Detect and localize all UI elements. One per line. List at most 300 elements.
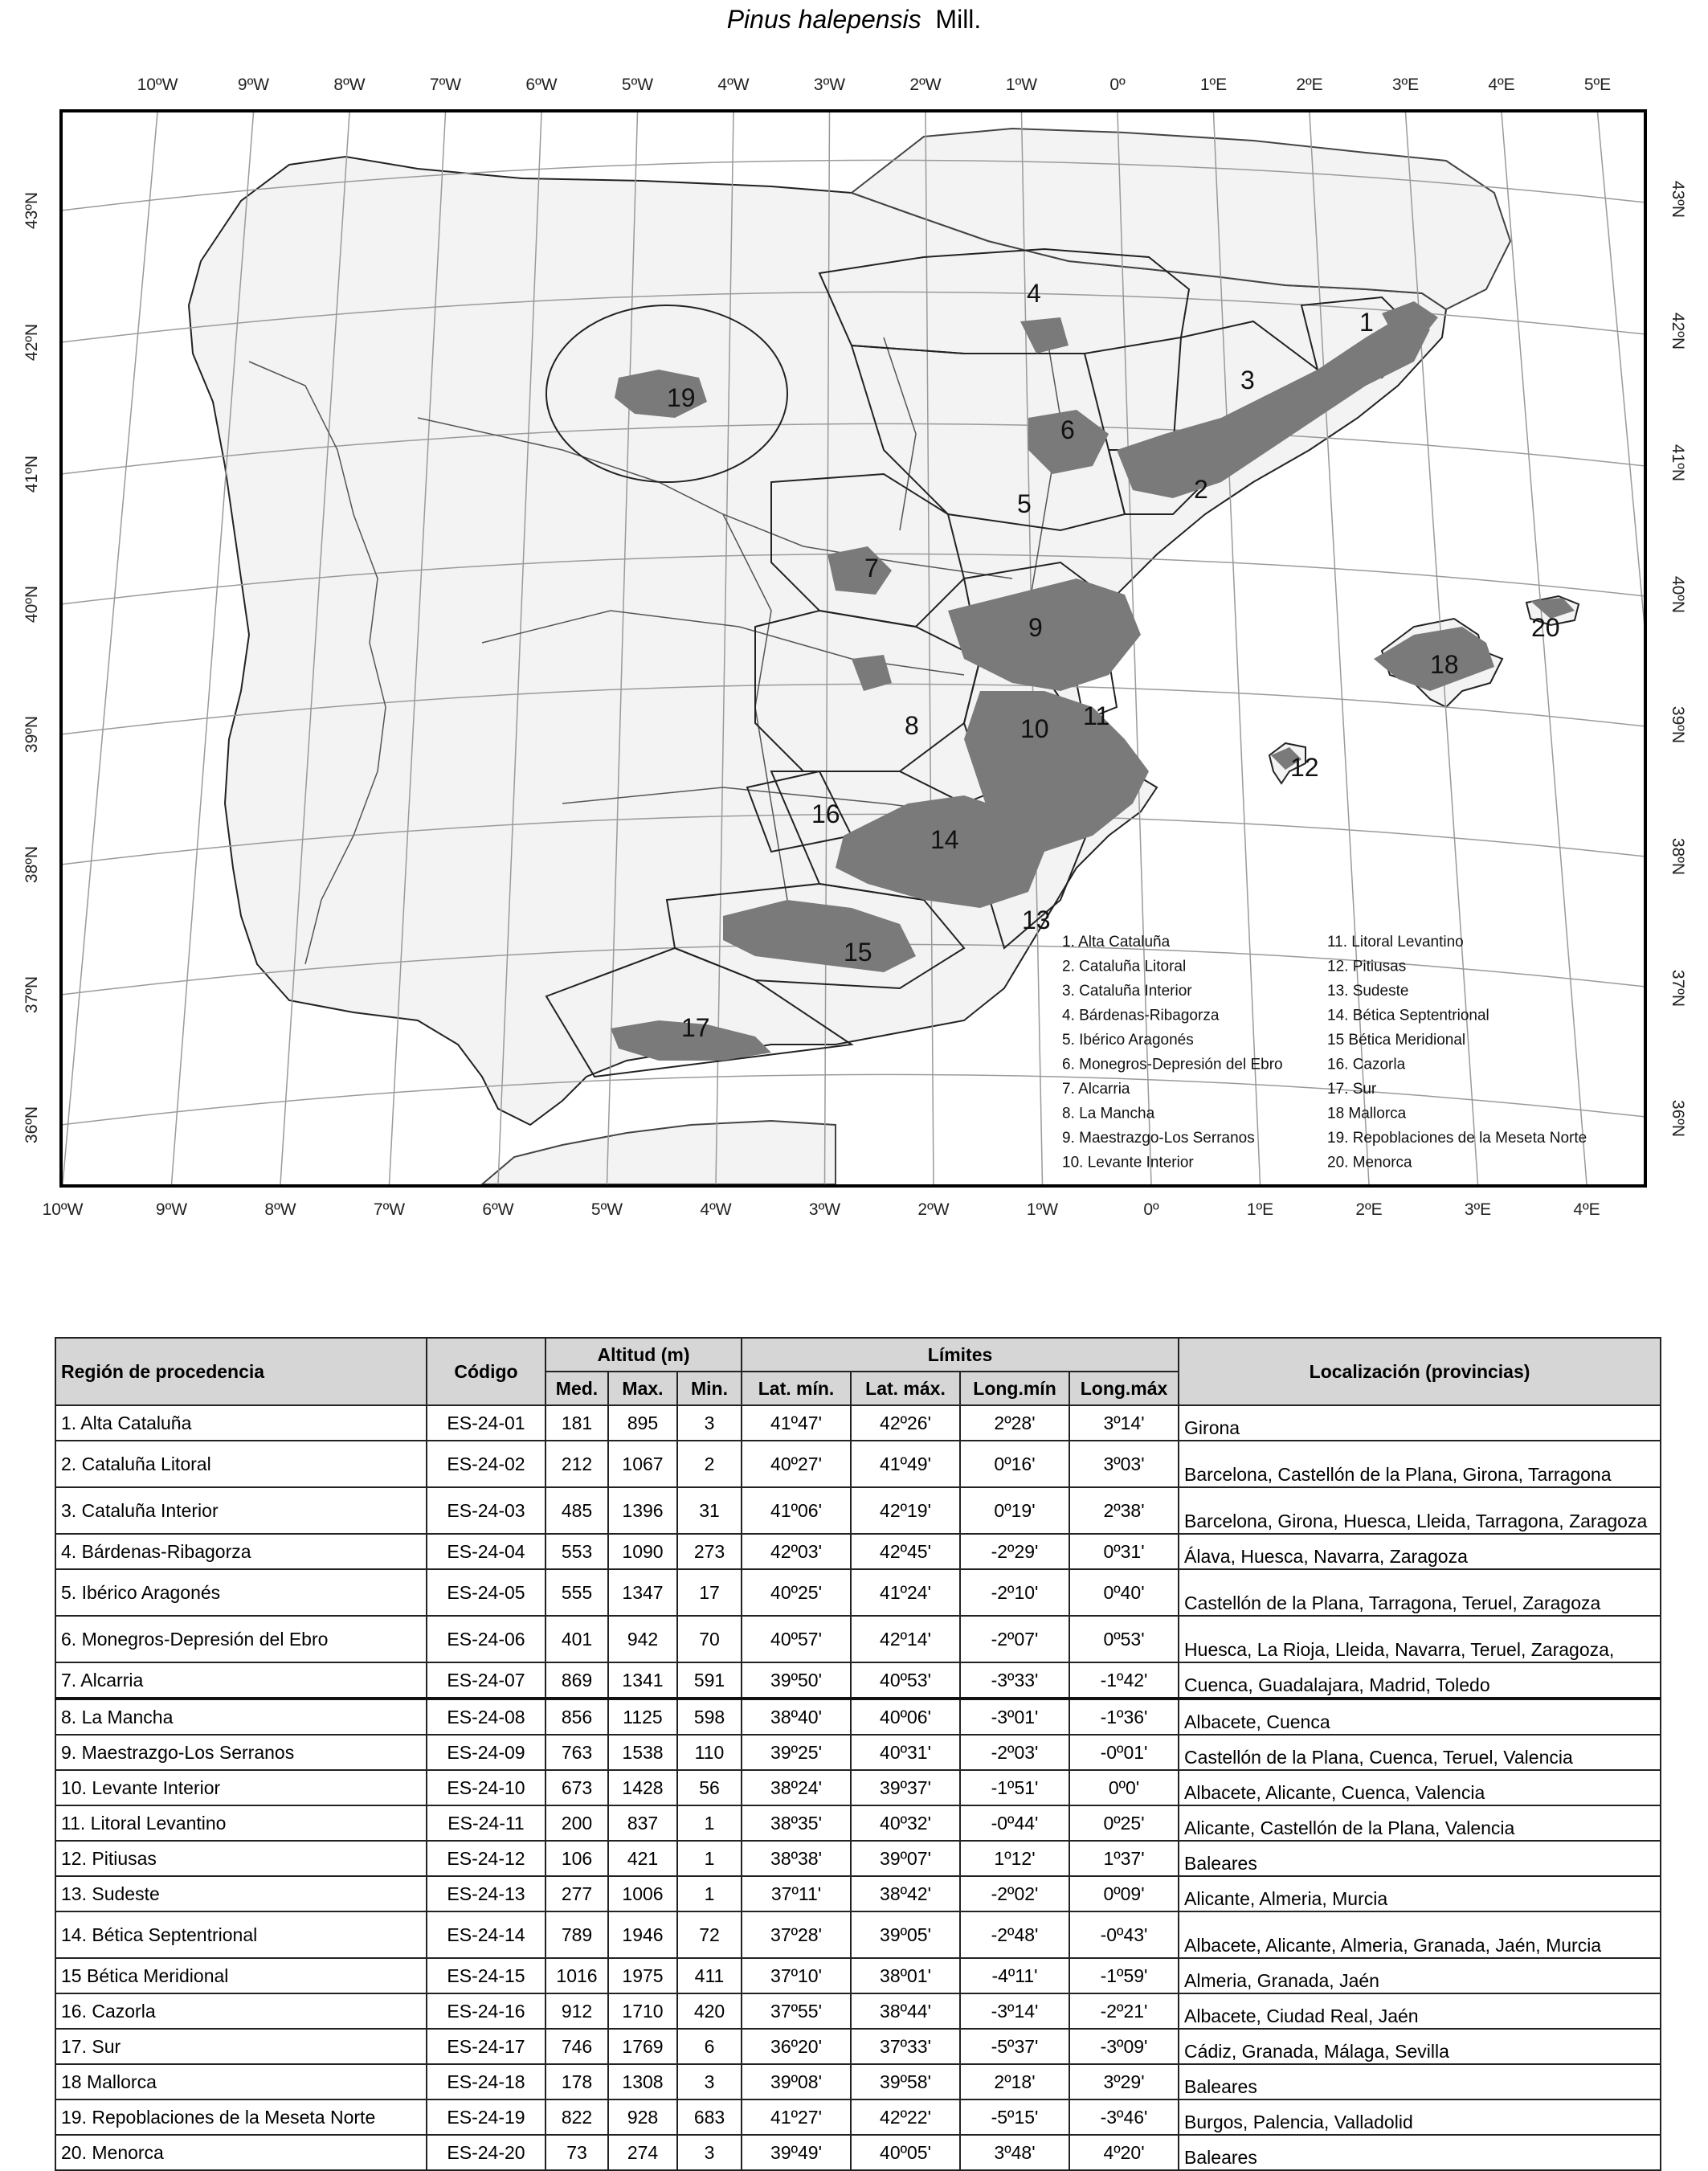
header-location: Localización (provincias)	[1179, 1338, 1661, 1405]
cell-altitude-max: 837	[608, 1805, 677, 1841]
legend-item: 14. Bética Septentrional	[1327, 1007, 1489, 1024]
table-row	[55, 2099, 1661, 2135]
cell-location: Baleares	[1179, 2064, 1661, 2099]
cell-location: Almeria, Granada, Jaén	[1179, 1958, 1661, 1993]
cell-location: Cádiz, Granada, Málaga, Sevilla	[1179, 2029, 1661, 2064]
cell-lat-max: 39º58'	[851, 2064, 960, 2099]
header-altitude: Altitud (m)	[545, 1338, 742, 1372]
cell-lat-min: 39º25'	[742, 1735, 851, 1770]
cell-long-max: 0º40'	[1069, 1569, 1179, 1616]
top-longitude-tick: 4ºW	[717, 76, 750, 94]
cell-region: 10. Levante Interior	[55, 1770, 427, 1805]
region-label-5: 5	[1017, 489, 1032, 518]
cell-altitude-max: 1308	[608, 2064, 677, 2099]
cell-location: Albacete, Alicante, Cuenca, Valencia	[1179, 1770, 1661, 1805]
table-row	[55, 1993, 1661, 2029]
bottom-longitude-tick: 7ºW	[373, 1200, 406, 1219]
region-label-6: 6	[1060, 415, 1075, 444]
bottom-longitude-tick: 0º	[1143, 1200, 1159, 1219]
cell-long-min: -2º02'	[960, 1876, 1069, 1911]
cell-altitude-med: 869	[545, 1662, 608, 1699]
cell-lat-max: 41º24'	[851, 1569, 960, 1616]
cell-altitude-med: 401	[545, 1616, 608, 1662]
cell-altitude-max: 1946	[608, 1911, 677, 1958]
cell-code: ES-24-13	[427, 1876, 545, 1911]
region-label-8: 8	[905, 711, 919, 740]
right-latitude-ticks	[1669, 181, 1687, 1137]
cell-altitude-med: 106	[545, 1841, 608, 1876]
top-longitude-tick: 8ºW	[333, 76, 366, 94]
top-longitude-tick: 0º	[1109, 76, 1126, 94]
cell-region: 14. Bética Septentrional	[55, 1911, 427, 1958]
cell-altitude-max: 1769	[608, 2029, 677, 2064]
cell-altitude-med: 178	[545, 2064, 608, 2099]
cell-location: Girona	[1179, 1405, 1661, 1441]
cell-region: 12. Pitiusas	[55, 1841, 427, 1876]
cell-lat-min: 37º28'	[742, 1911, 851, 1958]
header-lat-min: Lat. mín.	[742, 1372, 851, 1405]
cell-altitude-min: 6	[677, 2029, 742, 2064]
cell-long-max: -1º42'	[1069, 1662, 1179, 1699]
cell-lat-min: 36º20'	[742, 2029, 851, 2064]
cell-region: 16. Cazorla	[55, 1993, 427, 2029]
top-longitude-tick: 5ºE	[1583, 76, 1612, 94]
cell-long-max: 0º0'	[1069, 1770, 1179, 1805]
legend-item: 15 Bética Meridional	[1327, 1032, 1466, 1049]
table-row	[55, 1958, 1661, 1993]
cell-altitude-med: 856	[545, 1699, 608, 1735]
right-latitude-tick: 43ºN	[1669, 180, 1687, 219]
legend-item: 20. Menorca	[1327, 1154, 1412, 1171]
cell-code: ES-24-17	[427, 2029, 545, 2064]
region-label-17: 17	[681, 1013, 710, 1042]
top-longitude-tick: 1ºW	[1005, 76, 1038, 94]
cell-altitude-min: 17	[677, 1569, 742, 1616]
cell-region: 20. Menorca	[55, 2135, 427, 2170]
cell-lat-max: 42º14'	[851, 1616, 960, 1662]
cell-code: ES-24-11	[427, 1805, 545, 1841]
right-latitude-tick: 37ºN	[1669, 969, 1687, 1008]
legend-item: 1. Alta Cataluña	[1062, 934, 1171, 951]
cell-long-max: -3º46'	[1069, 2099, 1179, 2135]
cell-altitude-min: 1	[677, 1876, 742, 1911]
cell-region: 19. Repoblaciones de la Meseta Norte	[55, 2099, 427, 2135]
table-row	[55, 1770, 1661, 1805]
cell-long-max: 3º29'	[1069, 2064, 1179, 2099]
bottom-longitude-tick: 8ºW	[264, 1200, 296, 1219]
cell-region: 3. Cataluña Interior	[55, 1487, 427, 1534]
cell-code: ES-24-12	[427, 1841, 545, 1876]
cell-lat-min: 38º40'	[742, 1699, 851, 1735]
cell-code: ES-24-04	[427, 1534, 545, 1569]
region-label-7: 7	[864, 554, 879, 583]
cell-code: ES-24-03	[427, 1487, 545, 1534]
cell-altitude-med: 1016	[545, 1958, 608, 1993]
cell-location: Albacete, Ciudad Real, Jaén	[1179, 1993, 1661, 2029]
left-latitude-tick: 40ºN	[22, 585, 41, 623]
table-row	[55, 1534, 1661, 1569]
legend-item: 10. Levante Interior	[1062, 1154, 1194, 1171]
legend-item: 4. Bárdenas-Ribagorza	[1062, 1007, 1220, 1024]
top-longitude-tick: 4ºE	[1488, 76, 1515, 94]
cell-long-max: 0º09'	[1069, 1876, 1179, 1911]
cell-altitude-max: 1710	[608, 1993, 677, 2029]
cell-altitude-max: 1125	[608, 1699, 677, 1735]
legend-item: 6. Monegros-Depresión del Ebro	[1062, 1056, 1283, 1073]
cell-long-min: -2º48'	[960, 1911, 1069, 1958]
bottom-longitude-tick: 1ºW	[1026, 1200, 1059, 1219]
cell-code: ES-24-15	[427, 1958, 545, 1993]
cell-lat-max: 37º33'	[851, 2029, 960, 2064]
table-row	[55, 1616, 1661, 1662]
cell-long-max: 4º20'	[1069, 2135, 1179, 2170]
top-longitude-tick: 6ºW	[525, 76, 558, 94]
header-min: Min.	[677, 1372, 742, 1405]
left-latitude-tick: 36ºN	[22, 1106, 41, 1144]
region-label-3: 3	[1240, 366, 1255, 395]
bottom-longitude-tick: 3ºE	[1464, 1200, 1492, 1219]
cell-altitude-med: 277	[545, 1876, 608, 1911]
cell-long-min: -0º44'	[960, 1805, 1069, 1841]
table-body	[55, 1405, 1661, 2170]
legend-item: 13. Sudeste	[1327, 983, 1409, 1000]
right-latitude-tick: 41ºN	[1669, 444, 1687, 482]
cell-altitude-med: 73	[545, 2135, 608, 2170]
header-code: Código	[427, 1338, 545, 1405]
bottom-longitude-tick: 4ºW	[700, 1200, 732, 1219]
right-latitude-tick: 40ºN	[1669, 575, 1687, 614]
cell-long-max: 3º14'	[1069, 1405, 1179, 1441]
cell-long-min: -2º03'	[960, 1735, 1069, 1770]
right-latitude-tick: 42ºN	[1669, 312, 1687, 350]
cell-location: Castellón de la Plana, Cuenca, Teruel, Valencia	[1179, 1735, 1661, 1770]
cell-long-min: -3º01'	[960, 1699, 1069, 1735]
cell-long-max: -1º59'	[1069, 1958, 1179, 1993]
header-med: Med.	[545, 1372, 608, 1405]
cell-region: 6. Monegros-Depresión del Ebro	[55, 1616, 427, 1662]
cell-code: ES-24-18	[427, 2064, 545, 2099]
cell-location: Baleares	[1179, 1841, 1661, 1876]
meridian-line	[1694, 112, 1708, 1184]
header-lat-max: Lat. máx.	[851, 1372, 960, 1405]
cell-lat-min: 41º47'	[742, 1405, 851, 1441]
legend-item: 3. Cataluña Interior	[1062, 983, 1192, 1000]
cell-code: ES-24-07	[427, 1662, 545, 1699]
cell-long-min: -1º51'	[960, 1770, 1069, 1805]
region-label-13: 13	[1022, 906, 1051, 934]
table-row	[55, 2029, 1661, 2064]
cell-lat-max: 39º07'	[851, 1841, 960, 1876]
cell-altitude-max: 1067	[608, 1441, 677, 1487]
cell-altitude-max: 274	[608, 2135, 677, 2170]
cell-altitude-med: 485	[545, 1487, 608, 1534]
cell-altitude-min: 110	[677, 1735, 742, 1770]
cell-altitude-min: 56	[677, 1770, 742, 1805]
legend-item: 16. Cazorla	[1327, 1056, 1406, 1073]
table-row	[55, 1841, 1661, 1876]
table-row	[55, 1876, 1661, 1911]
bottom-longitude-tick: 2ºW	[917, 1200, 950, 1219]
cell-altitude-min: 598	[677, 1699, 742, 1735]
cell-lat-max: 40º06'	[851, 1699, 960, 1735]
legend-item: 19. Repoblaciones de la Meseta Norte	[1327, 1130, 1587, 1147]
bottom-longitude-tick: 2ºE	[1355, 1200, 1383, 1219]
cell-lat-max: 42º45'	[851, 1534, 960, 1569]
cell-code: ES-24-10	[427, 1770, 545, 1805]
cell-code: ES-24-01	[427, 1405, 545, 1441]
left-latitude-tick: 42ºN	[22, 323, 41, 362]
cell-altitude-med: 553	[545, 1534, 608, 1569]
region-label-15: 15	[844, 938, 872, 967]
cell-region: 11. Litoral Levantino	[55, 1805, 427, 1841]
region-label-1: 1	[1359, 308, 1374, 337]
legend-item: 2. Cataluña Litoral	[1062, 958, 1187, 975]
cell-lat-min: 37º55'	[742, 1993, 851, 2029]
cell-altitude-max: 1975	[608, 1958, 677, 1993]
table-row	[55, 1487, 1661, 1534]
top-longitude-tick: 9ºW	[237, 76, 270, 94]
cell-altitude-min: 3	[677, 1405, 742, 1441]
bottom-longitude-tick: 4ºE	[1573, 1200, 1600, 1219]
cell-location: Álava, Huesca, Navarra, Zaragoza	[1179, 1534, 1661, 1569]
bottom-longitude-tick: 3ºW	[808, 1200, 841, 1219]
cell-lat-min: 38º35'	[742, 1805, 851, 1841]
provenance-table-container	[55, 1337, 1660, 2171]
legend-item: 9. Maestrazgo-Los Serranos	[1062, 1130, 1255, 1147]
bottom-longitude-tick: 10ºW	[42, 1200, 84, 1219]
cell-long-min: 3º48'	[960, 2135, 1069, 2170]
right-latitude-tick: 38ºN	[1669, 837, 1687, 876]
bottom-longitude-tick: 9ºW	[155, 1200, 188, 1219]
cell-lat-min: 41º27'	[742, 2099, 851, 2135]
cell-lat-min: 42º03'	[742, 1534, 851, 1569]
cell-altitude-min: 591	[677, 1662, 742, 1699]
cell-location: Castellón de la Plana, Tarragona, Teruel, Zaragoza	[1179, 1569, 1661, 1616]
cell-altitude-med: 789	[545, 1911, 608, 1958]
cell-location: Barcelona, Girona, Huesca, Lleida, Tarragona, Zaragoza	[1179, 1487, 1661, 1534]
table-row	[55, 1805, 1661, 1841]
cell-code: ES-24-08	[427, 1699, 545, 1735]
cell-altitude-max: 1341	[608, 1662, 677, 1699]
table-row	[55, 2135, 1661, 2170]
region-label-4: 4	[1027, 279, 1041, 308]
cell-code: ES-24-02	[427, 1441, 545, 1487]
cell-location: Albacete, Alicante, Almeria, Granada, Jaén, Murcia	[1179, 1911, 1661, 1958]
cell-altitude-med: 200	[545, 1805, 608, 1841]
provenance-regions-table	[55, 1337, 1661, 2171]
cell-long-min: -2º07'	[960, 1616, 1069, 1662]
cell-long-max: -0º43'	[1069, 1911, 1179, 1958]
cell-lat-min: 40º25'	[742, 1569, 851, 1616]
cell-altitude-med: 912	[545, 1993, 608, 2029]
top-longitude-tick: 7ºW	[429, 76, 462, 94]
cell-long-max: -3º09'	[1069, 2029, 1179, 2064]
region-label-20: 20	[1531, 613, 1560, 642]
cell-code: ES-24-19	[427, 2099, 545, 2135]
cell-lat-min: 40º57'	[742, 1616, 851, 1662]
cell-long-min: -3º33'	[960, 1662, 1069, 1699]
cell-altitude-min: 411	[677, 1958, 742, 1993]
cell-lat-max: 40º31'	[851, 1735, 960, 1770]
top-longitude-tick: 3ºE	[1391, 76, 1420, 94]
cell-lat-min: 39º08'	[742, 2064, 851, 2099]
cell-long-min: 0º16'	[960, 1441, 1069, 1487]
cell-altitude-min: 2	[677, 1441, 742, 1487]
cell-region: 5. Ibérico Aragonés	[55, 1569, 427, 1616]
cell-region: 7. Alcarria	[55, 1662, 427, 1699]
region-label-18: 18	[1430, 650, 1459, 679]
cell-code: ES-24-16	[427, 1993, 545, 2029]
cell-lat-max: 38º44'	[851, 1993, 960, 2029]
table-row	[55, 2064, 1661, 2099]
table-row	[55, 1662, 1661, 1699]
table-row	[55, 1405, 1661, 1441]
cell-altitude-max: 942	[608, 1616, 677, 1662]
right-latitude-tick: 36ºN	[1669, 1099, 1687, 1138]
cell-altitude-med: 763	[545, 1735, 608, 1770]
cell-altitude-min: 70	[677, 1616, 742, 1662]
cell-altitude-min: 420	[677, 1993, 742, 2029]
region-label-10: 10	[1020, 714, 1049, 743]
cell-long-max: 2º38'	[1069, 1487, 1179, 1534]
species-name: Pinus halepensis	[726, 5, 921, 34]
legend-item: 18 Mallorca	[1327, 1105, 1407, 1122]
region-label-19: 19	[667, 383, 696, 412]
legend-item: 11. Litoral Levantino	[1327, 934, 1464, 951]
cell-region: 9. Maestrazgo-Los Serranos	[55, 1735, 427, 1770]
cell-lat-max: 41º49'	[851, 1441, 960, 1487]
bottom-longitude-ticks	[43, 1200, 1600, 1219]
cell-altitude-max: 1396	[608, 1487, 677, 1534]
header-long-min: Long.mín	[960, 1372, 1069, 1405]
cell-long-min: 1º12'	[960, 1841, 1069, 1876]
table-row	[55, 1441, 1661, 1487]
cell-long-max: -2º21'	[1069, 1993, 1179, 2029]
top-longitude-tick: 10ºW	[137, 76, 178, 94]
cell-altitude-max: 421	[608, 1841, 677, 1876]
header-limits: Límites	[742, 1338, 1179, 1372]
cell-altitude-max: 1428	[608, 1770, 677, 1805]
cell-lat-max: 42º26'	[851, 1405, 960, 1441]
legend-item: 8. La Mancha	[1062, 1105, 1155, 1122]
cell-altitude-min: 273	[677, 1534, 742, 1569]
left-latitude-tick: 41ºN	[22, 455, 41, 493]
cell-altitude-med: 746	[545, 2029, 608, 2064]
cell-region: 4. Bárdenas-Ribagorza	[55, 1534, 427, 1569]
cell-long-min: 2º28'	[960, 1405, 1069, 1441]
cell-lat-max: 39º37'	[851, 1770, 960, 1805]
left-latitude-ticks	[22, 192, 41, 1143]
cell-location: Alicante, Almeria, Murcia	[1179, 1876, 1661, 1911]
cell-region: 17. Sur	[55, 2029, 427, 2064]
cell-lat-max: 40º53'	[851, 1662, 960, 1699]
table-row	[55, 1911, 1661, 1958]
cell-altitude-max: 1347	[608, 1569, 677, 1616]
species-author: Mill.	[935, 5, 982, 34]
top-longitude-tick: 2ºE	[1296, 76, 1323, 94]
cell-long-min: -4º11'	[960, 1958, 1069, 1993]
bottom-longitude-tick: 6ºW	[482, 1200, 514, 1219]
left-latitude-tick: 39ºN	[22, 715, 41, 754]
cell-location: Cuenca, Guadalajara, Madrid, Toledo	[1179, 1662, 1661, 1699]
legend-item: 5. Ibérico Aragonés	[1062, 1032, 1194, 1049]
header-long-max: Long.máx	[1069, 1372, 1179, 1405]
cell-region: 15 Bética Meridional	[55, 1958, 427, 1993]
cell-altitude-min: 3	[677, 2135, 742, 2170]
cell-long-min: -2º10'	[960, 1569, 1069, 1616]
cell-long-min: 2º18'	[960, 2064, 1069, 2099]
cell-long-max: -0º01'	[1069, 1735, 1179, 1770]
region-label-11: 11	[1083, 701, 1110, 730]
table-row	[55, 1699, 1661, 1735]
cell-altitude-max: 895	[608, 1405, 677, 1441]
cell-location: Albacete, Cuenca	[1179, 1699, 1661, 1735]
region-label-12: 12	[1290, 753, 1319, 782]
cell-lat-min: 37º10'	[742, 1958, 851, 1993]
cell-altitude-med: 673	[545, 1770, 608, 1805]
top-longitude-tick: 2ºW	[909, 76, 942, 94]
cell-region: 1. Alta Cataluña	[55, 1405, 427, 1441]
cell-long-max: 0º25'	[1069, 1805, 1179, 1841]
legend-item: 17. Sur	[1327, 1081, 1377, 1098]
cell-location: Barcelona, Castellón de la Plana, Girona, Tarragona	[1179, 1441, 1661, 1487]
cell-altitude-max: 1090	[608, 1534, 677, 1569]
cell-long-min: -3º14'	[960, 1993, 1069, 2029]
cell-lat-max: 42º19'	[851, 1487, 960, 1534]
cell-lat-max: 39º05'	[851, 1911, 960, 1958]
cell-altitude-min: 31	[677, 1487, 742, 1534]
cell-altitude-max: 1006	[608, 1876, 677, 1911]
cell-altitude-min: 72	[677, 1911, 742, 1958]
meridian-line	[0, 112, 62, 1184]
cell-code: ES-24-20	[427, 2135, 545, 2170]
cell-lat-min: 39º49'	[742, 2135, 851, 2170]
legend-item: 7. Alcarria	[1062, 1081, 1130, 1098]
region-label-9: 9	[1028, 613, 1043, 642]
table-header	[55, 1338, 1661, 1405]
cell-location: Baleares	[1179, 2135, 1661, 2170]
bottom-longitude-tick: 1ºE	[1246, 1200, 1274, 1219]
table-row	[55, 1735, 1661, 1770]
cell-lat-max: 40º05'	[851, 2135, 960, 2170]
cell-long-min: -5º15'	[960, 2099, 1069, 2135]
cell-altitude-med: 822	[545, 2099, 608, 2135]
cell-code: ES-24-14	[427, 1911, 545, 1958]
right-latitude-tick: 39ºN	[1669, 705, 1687, 744]
cell-location: Huesca, La Rioja, Lleida, Navarra, Teruel, Zaragoza,	[1179, 1616, 1661, 1662]
legend-item: 12. Pitiusas	[1327, 958, 1407, 975]
cell-region: 13. Sudeste	[55, 1876, 427, 1911]
cell-lat-min: 40º27'	[742, 1441, 851, 1487]
cell-long-min: 0º19'	[960, 1487, 1069, 1534]
cell-long-min: -2º29'	[960, 1534, 1069, 1569]
cell-altitude-med: 212	[545, 1441, 608, 1487]
cell-lat-min: 37º11'	[742, 1876, 851, 1911]
region-label-16: 16	[811, 799, 840, 828]
cell-lat-max: 42º22'	[851, 2099, 960, 2135]
cell-long-max: 1º37'	[1069, 1841, 1179, 1876]
cell-lat-max: 40º32'	[851, 1805, 960, 1841]
cell-code: ES-24-06	[427, 1616, 545, 1662]
cell-lat-min: 39º50'	[742, 1662, 851, 1699]
cell-location: Burgos, Palencia, Valladolid	[1179, 2099, 1661, 2135]
cell-altitude-min: 3	[677, 2064, 742, 2099]
table-row	[55, 1569, 1661, 1616]
cell-lat-min: 38º38'	[742, 1841, 851, 1876]
cell-long-max: 0º31'	[1069, 1534, 1179, 1569]
header-region: Región de procedencia	[55, 1338, 427, 1405]
top-longitude-ticks	[137, 76, 1612, 94]
